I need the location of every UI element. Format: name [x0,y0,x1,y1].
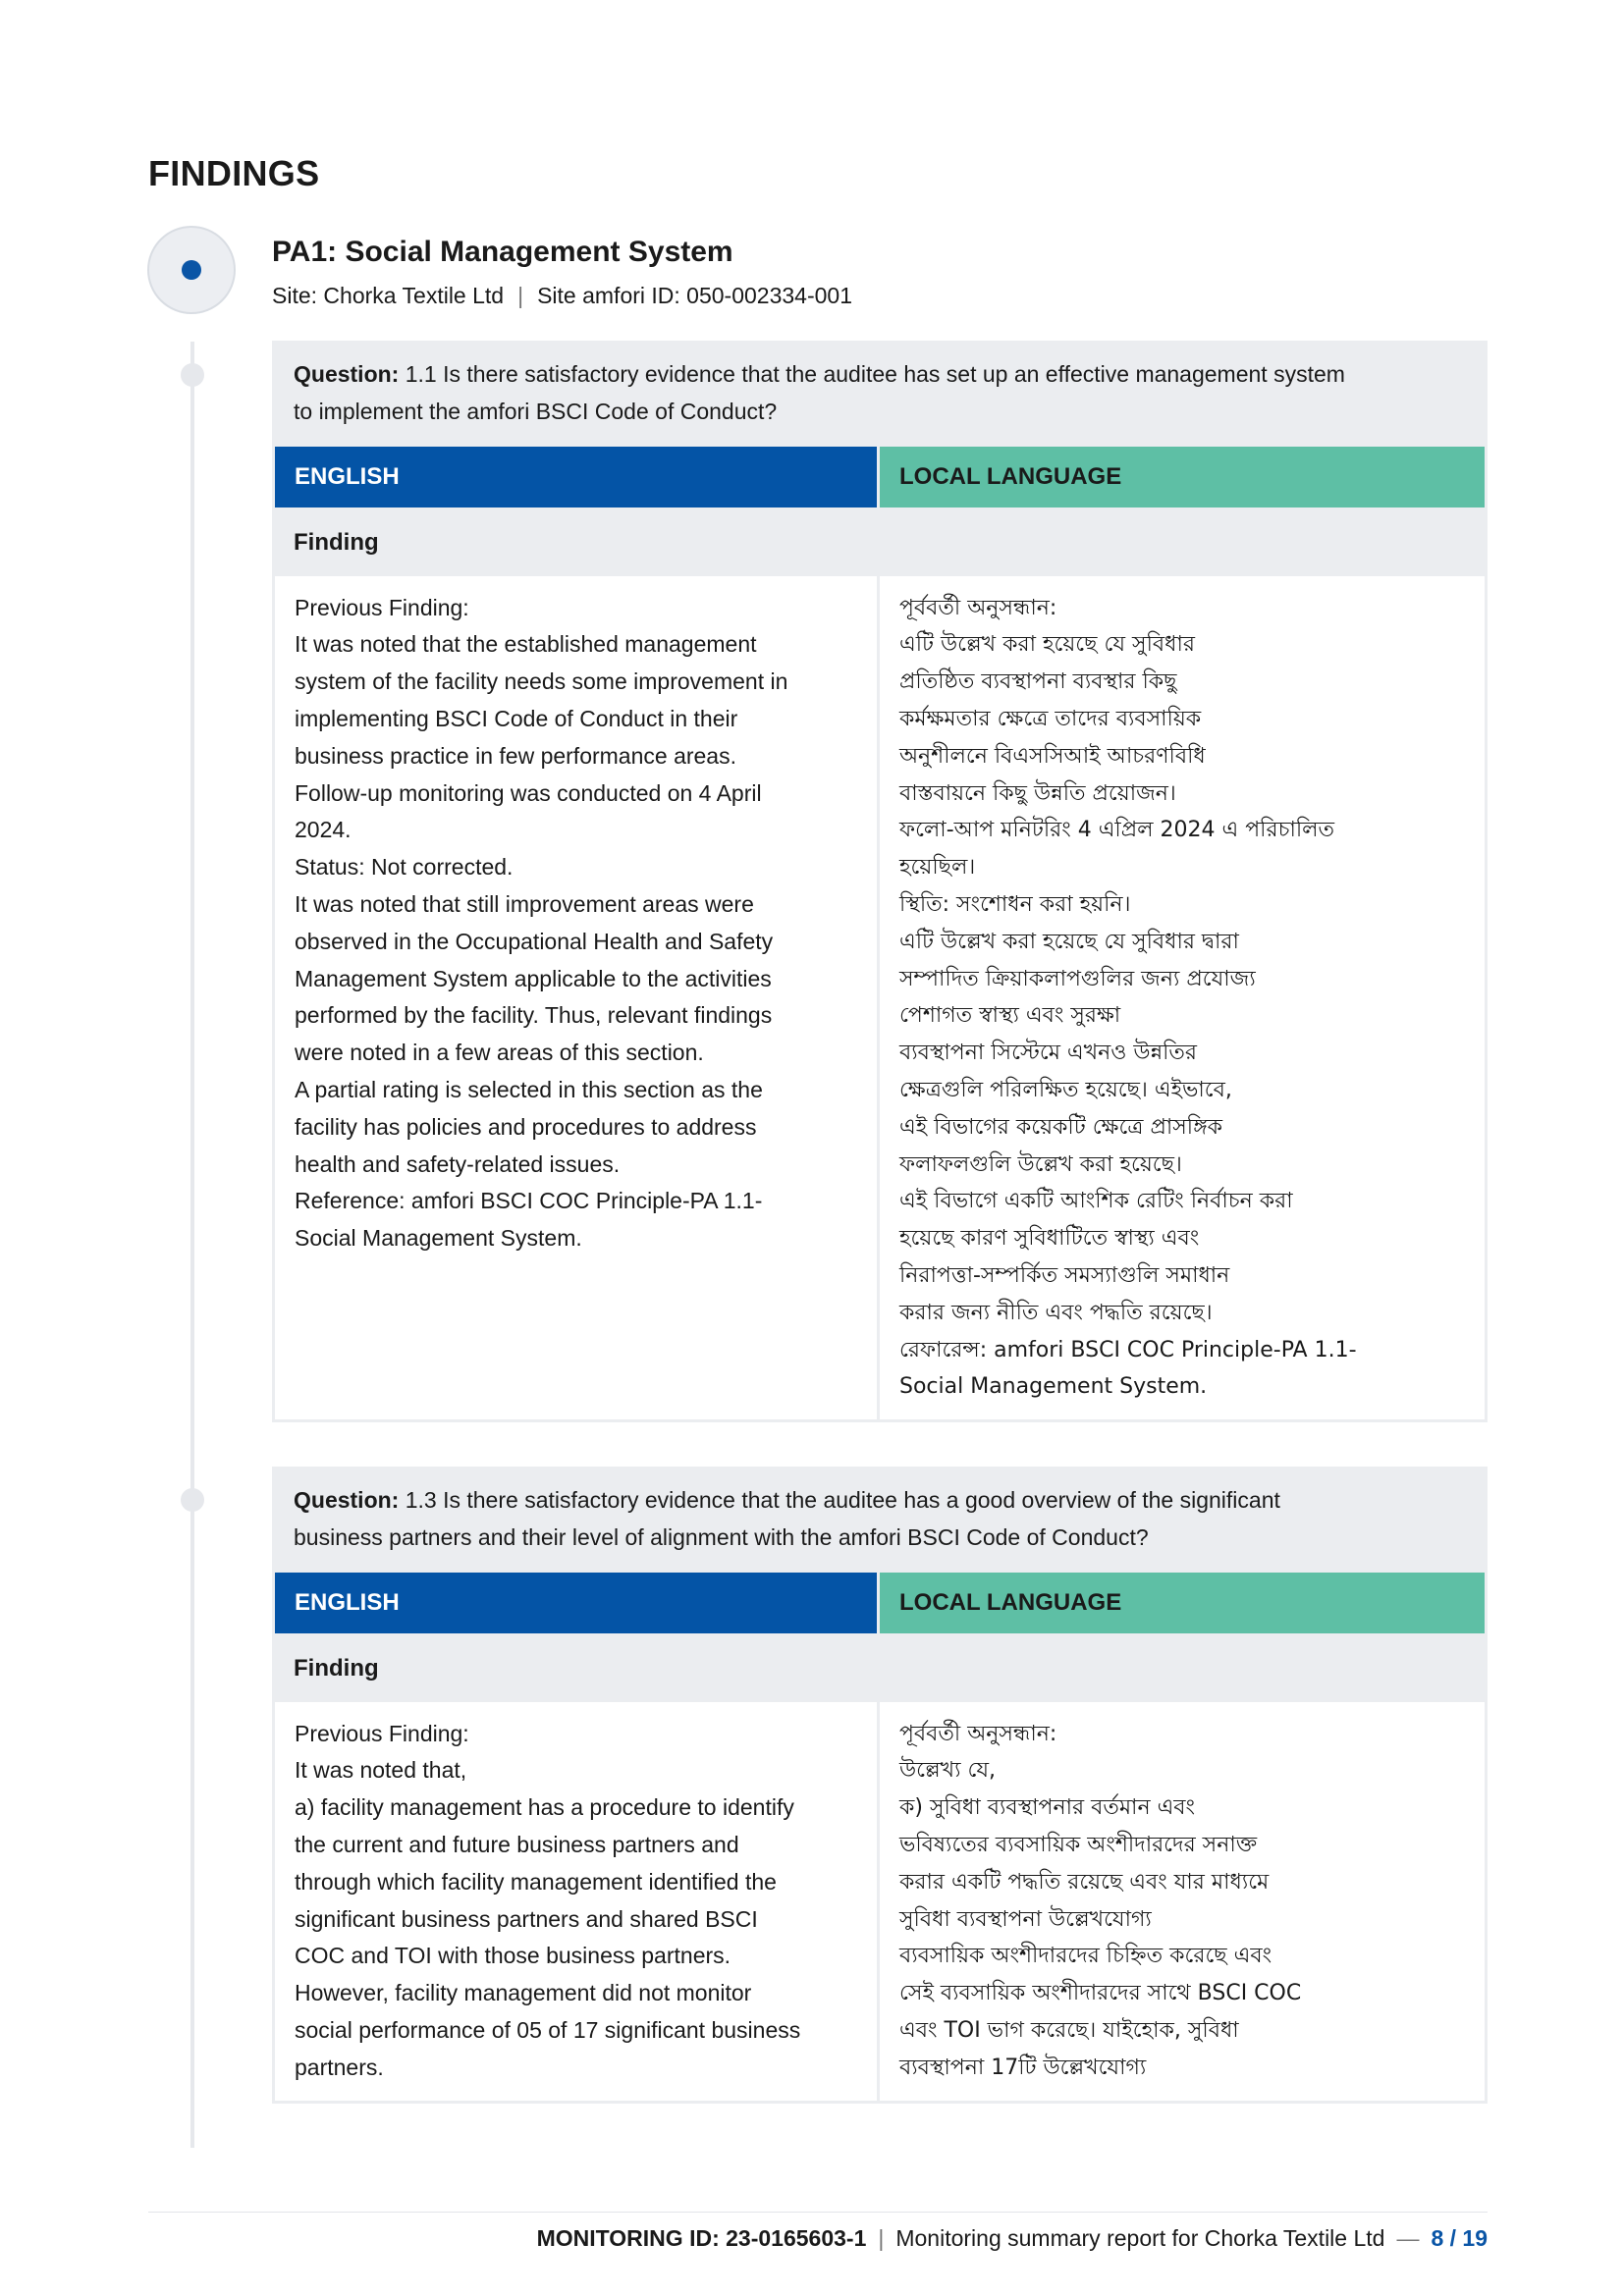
page-indicator: 8 / 19 [1431,2225,1488,2251]
local-language-column-header: LOCAL LANGUAGE [880,447,1485,507]
site-info-separator: | [517,283,524,308]
text-line: Management System applicable to the activities [295,965,772,991]
monitoring-id: MONITORING ID: 23-0165603-1 [536,2225,867,2251]
question-header [272,341,1488,447]
question-label: Question: [294,1487,400,1513]
text-line: Previous Finding: [295,594,469,620]
text-line: বাস্তবায়নে কিছু উন্নতি প্রয়োজন। [899,780,1176,806]
text-line: স্থিতি: সংশোধন করা হয়নি। [899,891,1131,917]
text-line: এবং TOI ভাগ করেছে। যাইহোক, সুবিধা [899,2017,1239,2043]
language-header-row [272,447,1488,507]
text-line: ব্যবস্থাপনা 17টি উল্লেখযোগ্য [899,2055,1147,2080]
footer-divider [148,2212,1488,2213]
text-line: Status: Not corrected. [295,854,514,881]
section-title: PA1: Social Management System [272,236,733,268]
language-header-row [272,1573,1488,1633]
section-site-info [272,283,852,309]
text-line: ব্যবস্থাপনা সিস্টেমে এখনও উন্নতির [899,1041,1198,1066]
local-language-column-header: LOCAL LANGUAGE [880,1573,1485,1633]
text-line: এই বিভাগে একটি আংশিক রেটিং নির্বাচন করা [899,1189,1293,1214]
footer-separator: | [878,2225,885,2251]
question-text-line: business partners and their level of alignment with the amfori BSCI Code of Conduct? [294,1523,1149,1550]
text-line: অনুশীলনে বিএসসিআই আচরণবিধি [899,743,1206,769]
text-line: partners. [295,2054,384,2080]
text-line: health and safety-related issues. [295,1150,621,1177]
text-line: সেই ব্যবসায়িক অংশীদারদের সাথে BSCI COC [899,1981,1302,2006]
local-language-finding-text [880,1702,1485,2101]
finding-row-label: Finding [272,507,1488,576]
text-line: সম্পাদিত ক্রিয়াকলাপগুলির জন্য প্রযোজ্য [899,966,1256,991]
text-line: Social Management System. [295,1225,582,1252]
text-line: হয়েছে কারণ সুবিধাটিতে স্বাস্থ্য এবং [899,1226,1200,1252]
text-line: করার জন্য নীতি এবং পদ্ধতি রয়েছে। [899,1300,1213,1325]
question-2-timeline-dot-icon [181,1488,204,1512]
text-line: facility has policies and procedures to address [295,1113,757,1140]
text-line: এই বিভাগের কয়েকটি ক্ষেত্রে প্রাসঙ্গিক [899,1114,1223,1140]
text-line: ফলো-আপ মনিটরিং 4 এপ্রিল 2024 এ পরিচালিত [899,818,1335,843]
text-line: Reference: amfori BSCI COC Principle-PA 1.1- [295,1188,763,1214]
finding-content [272,1702,1488,2104]
text-line: ক) সুবিধা ব্যবস্থাপনার বর্তমান এবং [899,1795,1196,1821]
text-line: নিরাপত্তা-সম্পর্কিত সমস্যাগুলি সমাধান [899,1262,1230,1288]
text-line: a) facility management has a procedure to identify [295,1794,794,1821]
question-text-line: 1.3 Is there satisfactory evidence that the auditee has a good overview of the significant [399,1487,1280,1513]
text-line: সুবিধা ব্যবস্থাপনা উল্লেখযোগ্য [899,1906,1152,1932]
text-line: Social Management System. [899,1374,1208,1400]
page-footer [537,2225,1488,2252]
question-header [272,1467,1488,1573]
text-line: Previous Finding: [295,1720,469,1746]
text-line: observed in the Occupational Health and Safety [295,928,774,954]
question-1-timeline-dot-icon [181,363,204,387]
page-title: FINDINGS [148,153,320,193]
footer-dash: — [1396,2225,1420,2251]
text-line: implementing BSCI Code of Conduct in their [295,705,738,731]
english-column-header: ENGLISH [275,447,877,507]
text-line: through which facility management identified the [295,1868,777,1895]
question-text-line: to implement the amfori BSCI Code of Conduct? [294,398,778,424]
text-line: business practice in few performance areas. [295,742,736,769]
text-line: A partial rating is selected in this section as the [295,1076,763,1102]
text-line: social performance of 05 of 17 significant business [295,2016,801,2043]
text-line: ভবিষ্যতের ব্যবসায়িক অংশীদারদের সনাক্ত [899,1832,1258,1857]
text-line: It was noted that still improvement areas were [295,890,754,917]
english-column-header: ENGLISH [275,1573,877,1633]
text-line: এটি উল্লেখ করা হয়েছে যে সুবিধার [899,632,1195,658]
english-finding-text [275,576,877,1420]
text-line: COC and TOI with those business partners. [295,1943,731,1969]
text-line: ক্ষেত্রগুলি পরিলক্ষিত হয়েছে। এইভাবে, [899,1077,1232,1102]
text-line: Follow-up monitoring was conducted on 4 April [295,779,762,806]
text-line: হয়েছিল। [899,855,976,881]
text-line: It was noted that the established management [295,631,757,658]
text-line: এটি উল্লেখ করা হয়েছে যে সুবিধার দ্বারা [899,929,1239,954]
site-amfori-id: Site amfori ID: 050-002334-001 [537,283,852,308]
local-language-finding-text [880,576,1485,1420]
timeline-line [190,342,194,2148]
text-line: performed by the facility. Thus, relevant findings [295,1002,773,1029]
text-line: However, facility management did not monitor [295,1980,752,2006]
text-line: প্রতিষ্ঠিত ব্যবস্থাপনা ব্যবস্থার কিছু [899,669,1177,695]
text-line: করার একটি পদ্ধতি রয়েছে এবং যার মাধ্যমে [899,1869,1270,1895]
text-line: রেফারেন্স: amfori BSCI COC Principle-PA 1.1- [899,1337,1357,1362]
question-block-1 [272,341,1488,1422]
text-line: কর্মক্ষমতার ক্ষেত্রে তাদের ব্যবসায়িক [899,706,1202,731]
report-title: Monitoring summary report for Chorka Textile Ltd [895,2225,1385,2251]
english-finding-text [275,1702,877,2101]
text-line: significant business partners and shared BSCI [295,1905,758,1932]
section-bullet-icon [147,226,236,314]
text-line: পেশাগত স্বাস্থ্য এবং সুরক্ষা [899,1003,1121,1029]
text-line: system of the facility needs some improvement in [295,668,788,695]
text-line: উল্লেখ্য যে, [899,1758,997,1784]
question-text-line: 1.1 Is there satisfactory evidence that the auditee has set up an effective management system [399,361,1345,387]
text-line: পূর্ববর্তী অনুসন্ধান: [899,595,1057,620]
text-line: ব্যবসায়িক অংশীদারদের চিহ্নিত করেছে এবং [899,1944,1272,1969]
text-line: were noted in a few areas of this section. [295,1040,704,1066]
text-line: 2024. [295,817,352,843]
text-line: It was noted that, [295,1757,467,1784]
site-name: Site: Chorka Textile Ltd [272,283,505,308]
text-line: পূর্ববর্তী অনুসন্ধান: [899,1721,1057,1746]
finding-row-label: Finding [272,1633,1488,1702]
question-block-2 [272,1467,1488,2104]
text-line: the current and future business partners and [295,1831,739,1857]
finding-content [272,576,1488,1423]
question-label: Question: [294,361,400,387]
text-line: ফলাফলগুলি উল্লেখ করা হয়েছে। [899,1151,1182,1177]
